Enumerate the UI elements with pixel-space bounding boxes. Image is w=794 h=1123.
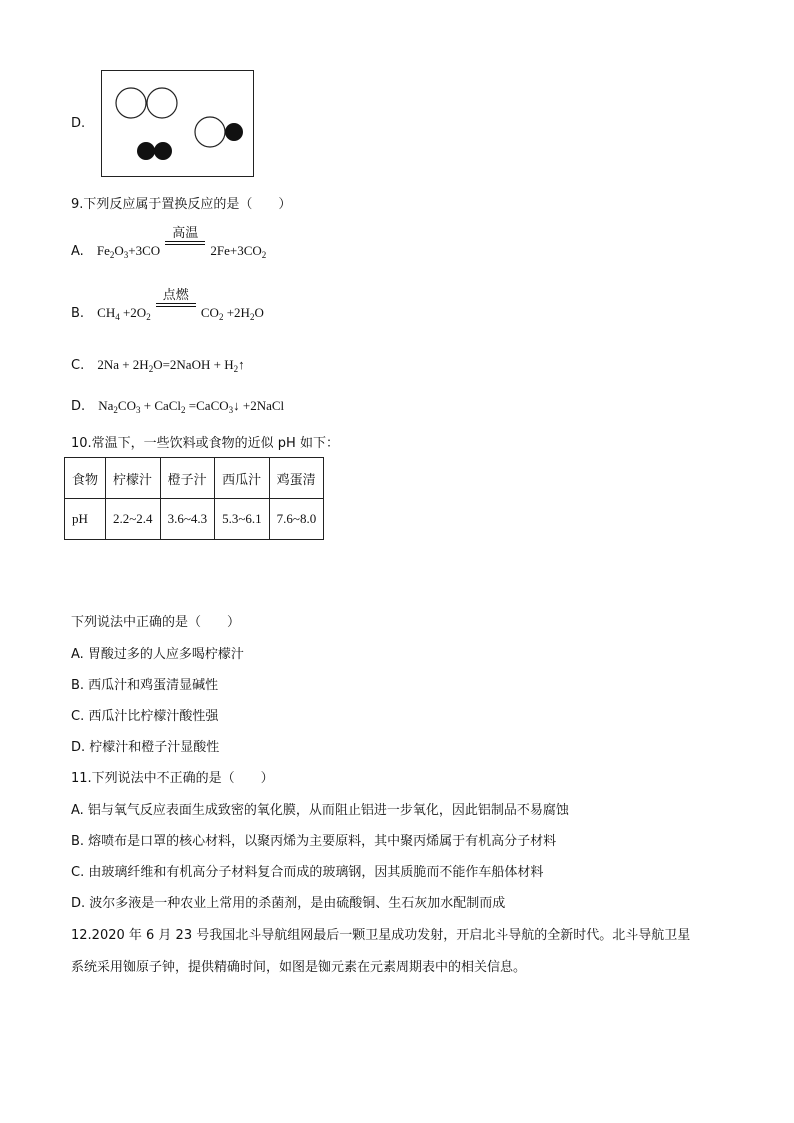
q10-option-c: C. 西瓜汁比柠檬汁酸性强: [71, 709, 219, 724]
table-row: [65, 499, 324, 540]
black-atom: [154, 142, 172, 160]
q12-line-1: 12.2020 年 6 月 23 号我国北斗导航组网最后一颗卫星成功发射，开启北斗导航的全新时代。北斗导航卫星: [71, 928, 691, 943]
black-atom: [225, 123, 243, 141]
q9-stem: 9.下列反应属于置换反应的是（ ）: [71, 197, 292, 212]
white-atom: [116, 88, 146, 118]
table-cell: 7.6~8.0: [269, 499, 324, 540]
q10-option-d: D. 柠檬汁和橙子汁显酸性: [71, 740, 220, 755]
option-label: C.: [71, 358, 85, 373]
q9-option-a: A. $Fe_2O_3+3CO$ 高温 $2Fe+3CO_2$: [71, 226, 267, 260]
particle-diagram: [101, 70, 254, 177]
q11-option-c: C. 由玻璃纤维和有机高分子材料复合而成的玻璃钢，因其质脆而不能作车船体材料: [71, 865, 544, 880]
q9-option-d: D. $Na_2CO_3$ + CaCl$_2$ =CaCO$_3$↓ +2NaCl: [71, 398, 285, 415]
ph-table: [64, 457, 324, 540]
q10-stem: 10.常温下，一些饮料或食物的近似 pH 如下：: [71, 436, 339, 451]
table-cell: 食物: [65, 458, 106, 499]
q11-option-d: D. 波尔多液是一种农业上常用的杀菌剂，是由硫酸铜、生石灰加水配制而成: [71, 896, 506, 911]
reaction-condition: 点燃: [156, 301, 196, 317]
q10-option-b: B. 西瓜汁和鸡蛋清显碱性: [71, 678, 219, 693]
q10-question: 下列说法中正确的是（ ）: [71, 615, 241, 630]
table-cell: 西瓜汁: [215, 458, 270, 499]
diagram-frame: [102, 71, 254, 177]
table-cell: pH: [65, 499, 106, 540]
reaction-condition: 高温: [165, 239, 205, 255]
q10-option-a: A. 胃酸过多的人应多喝柠檬汁: [71, 647, 244, 662]
q9-option-b: B. $CH_4 +2O_2$ 点燃 $CO_2 +2H_2O$: [71, 288, 264, 322]
q11-option-a: A. 铝与氧气反应表面生成致密的氧化膜，从而阻止铝进一步氧化，因此铝制品不易腐蚀: [71, 803, 569, 818]
table-cell: 5.3~6.1: [215, 499, 270, 540]
q12-line-2: 系统采用铷原子钟，提供精确时间，如图是铷元素在元素周期表中的相关信息。: [71, 960, 527, 975]
table-cell: 橙子汁: [160, 458, 215, 499]
table-cell: 鸡蛋清: [269, 458, 324, 499]
black-atom: [137, 142, 155, 160]
white-atom: [147, 88, 177, 118]
q9-option-c: C. $2Na + 2H_2O=2NaOH$ + $H_2↑$: [71, 357, 245, 374]
white-atom: [195, 117, 225, 147]
table-cell: 3.6~4.3: [160, 499, 215, 540]
q11-option-b: B. 熔喷布是口罩的核心材料，以聚丙烯为主要原料，其中聚丙烯属于有机高分子材料: [71, 834, 557, 849]
table-cell: 柠檬汁: [106, 458, 161, 499]
q11-stem: 11.下列说法中不正确的是（ ）: [71, 771, 274, 786]
table-cell: 2.2~2.4: [106, 499, 161, 540]
q8-option-d-label: D.: [71, 116, 86, 131]
option-label: A.: [71, 244, 84, 259]
table-row: [65, 458, 324, 499]
option-label: B.: [71, 306, 85, 321]
option-label: D.: [71, 399, 86, 414]
